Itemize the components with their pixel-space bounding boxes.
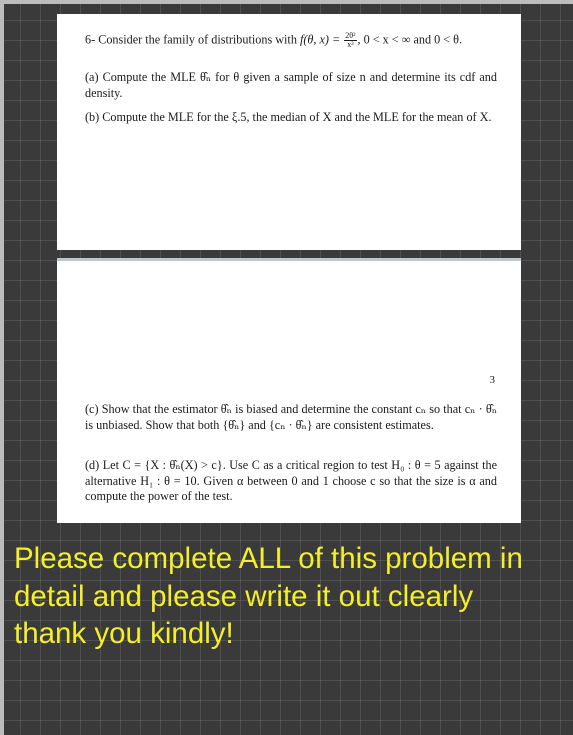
problem-intro-text: 6- Consider the family of distributions with [85,32,297,47]
density-denominator: x³ [347,40,354,49]
window-left-border [0,0,4,735]
document-page-2 [57,258,521,523]
density-condition: , 0 < x < ∞ and 0 < θ. [357,32,463,47]
part-c-text: (c) Show that the estimator θ̂ₙ is biased and determine the constant cₙ so that cₙ · θ̂ₙ is unbiased. Show that both {θ̂ₙ} and {cₙ · θ̂ₙ} are consistent estimates. [85,402,497,432]
part-d-text: (d) Let C = {X : θ̂ₙ(X) > c}. Use C as a critical region to test H₀ : θ = 5 against the alternative H₁ : θ = 10. Given α between 0 and 1 choose c so that the size is α and compute the power of the test. [85,458,497,503]
density-numerator: 2θ² [345,31,356,40]
problem-intro [85,32,497,49]
request-caption: Please complete ALL of this problem in detail and please write it out clearly thank you kindly! [14,542,523,650]
document-page-1 [57,14,521,250]
page-number: 3 [489,374,495,386]
window-top-border [0,0,573,4]
part-b-text: (b) Compute the MLE for the ξ.5, the median of X and the MLE for the mean of X. [85,110,492,124]
part-a-text: (a) Compute the MLE θ̂ₙ for θ given a sample of size n and determine its cdf and density. [85,70,497,100]
density-lhs: f(θ, x) = [299,32,341,47]
density-fraction [344,32,356,49]
